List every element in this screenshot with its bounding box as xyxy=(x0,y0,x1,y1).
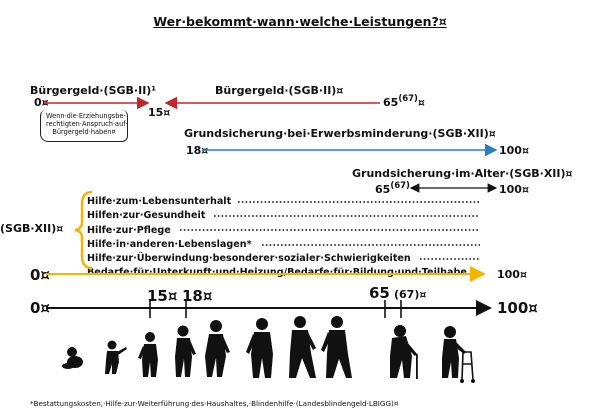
benefit-item: Bedarfe·für·Unterkunft·und·Heizung/Bedarfe·für·Bildung·und·Teilhabe xyxy=(87,267,467,279)
footnote: *Bestattungskosten,·Hilfe·zur·Weiterführung·des·Haushaltes,·Blindenhilfe·(Landesblindengeld·LBIGG)¤ xyxy=(30,399,399,408)
teenager-silhouette xyxy=(205,320,230,377)
small-child-silhouette xyxy=(138,332,158,377)
buergergeld-adult-label: Bürgergeld·(SGB·II)¤ xyxy=(215,84,344,97)
timeline-age-18: 18¤ xyxy=(182,287,213,305)
adult-silhouette xyxy=(289,316,316,378)
buergergeld-mid-age: 15¤ xyxy=(148,106,171,119)
timeline-age-100: 100¤ xyxy=(497,299,538,317)
benefit-item: Hilfe·zur·Überwindung·besonderer·sozialer·Schwierigkeiten xyxy=(87,253,411,265)
elderly-walker-silhouette xyxy=(442,326,475,383)
timeline-age-65: 65 xyxy=(369,284,390,302)
grundsicherung-alter-label: Grundsicherung·im·Alter·(SGB·XII)¤ xyxy=(352,167,573,180)
sgb-xii-end-age: 100¤ xyxy=(497,268,527,281)
baby-silhouette xyxy=(62,347,83,369)
life-stages-silhouettes xyxy=(62,316,475,383)
grundsicherung-erwerbsminderung-label: Grundsicherung·bei·Erwerbsminderung·(SGB·XII)¤ xyxy=(184,127,496,140)
buergergeld-child-label: Bürgergeld·(SGB·II)¹ xyxy=(30,84,157,97)
page-title: Wer·bekommt·wann·welche·Leistungen?¤ xyxy=(153,14,447,29)
buergergeld-start-age: 0¤ xyxy=(34,96,49,109)
middle-aged-silhouette xyxy=(321,316,352,378)
walker-frame xyxy=(462,352,473,380)
erwerbsminderung-start-age: 18¤ xyxy=(186,144,209,157)
benefit-item: Hilfen·zur·Gesundheit xyxy=(87,210,206,222)
elderly-cane-silhouette xyxy=(390,325,418,379)
timeline-age-67: (67)¤ xyxy=(394,288,427,301)
sgb-xii-start-age: 0¤ xyxy=(30,266,50,284)
buergergeld-end-age: 65$^{(67)}$¤ xyxy=(383,94,425,109)
child-silhouette xyxy=(175,326,196,378)
timeline-age-15: 15¤ xyxy=(147,287,178,305)
grundsicherung-alter-end-age: 100¤ xyxy=(499,183,529,196)
benefit-item: Hilfe·in·anderen·Lebenslagen* xyxy=(87,238,252,250)
sgb-xii-bracket xyxy=(75,192,92,268)
young-adult-silhouette xyxy=(246,318,273,378)
grundsicherung-alter-start-age: 65$^{(67)}$ xyxy=(375,181,410,196)
benefit-dotted-lines xyxy=(180,202,480,259)
timeline-age-0: 0¤ xyxy=(30,299,50,317)
erwerbsminderung-end-age: 100¤ xyxy=(499,144,529,157)
benefit-item: Hilfe·zur·Pflege xyxy=(87,224,171,236)
benefit-item: Hilfe·zum·Lebensunterhalt xyxy=(87,196,232,207)
toddler-silhouette xyxy=(105,341,127,375)
buergergeld-note: Wenn·die·Erziehungsbe- rechtigten·Anspruch·auf· Bürgergeld·haben¤ xyxy=(46,112,128,136)
sgb-xii-side-label: (SGB·XII)¤ xyxy=(0,222,64,235)
